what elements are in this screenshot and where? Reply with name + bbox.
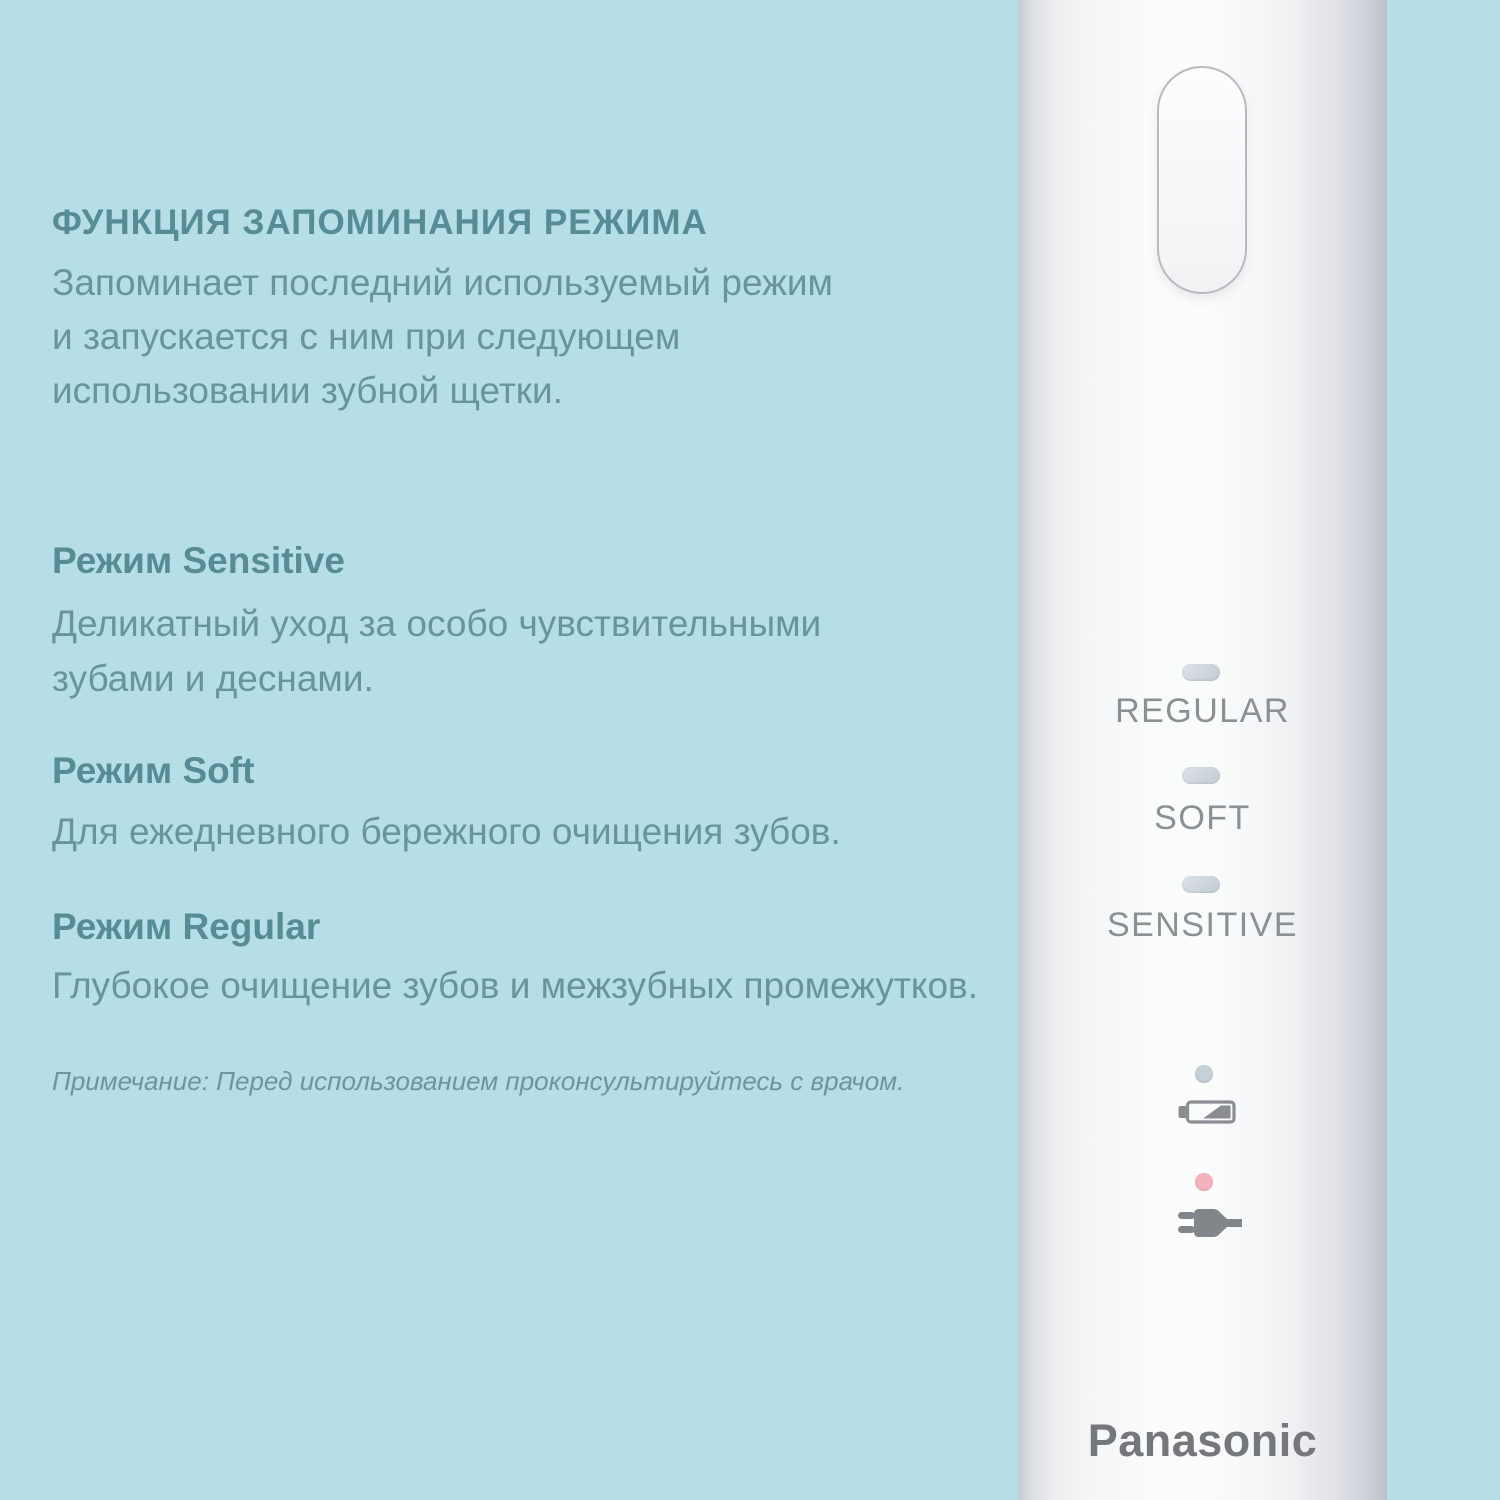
section-body-sensitive	[52, 596, 821, 706]
battery-icon	[1178, 1100, 1236, 1124]
mode-label-sensitive: SENSITIVE	[1106, 906, 1299, 944]
regular-mode-led-icon	[1182, 664, 1220, 681]
panasonic-logo: Panasonic	[1087, 1415, 1318, 1466]
section-line: Для ежедневного бережного очищения зубов.	[52, 811, 841, 852]
section-line: зубами и деснами.	[52, 658, 374, 699]
soft-mode-led-icon	[1182, 767, 1220, 784]
section-heading-soft: Режим Soft	[52, 750, 255, 791]
disclaimer-note: Примечание: Перед использованием проконсультируйтесь с врачом.	[52, 1066, 905, 1096]
intro-line: использовании зубной щетки.	[52, 370, 563, 411]
intro-paragraph	[52, 256, 833, 418]
section-heading-regular: Режим Regular	[52, 906, 321, 947]
mode-label-soft: SOFT	[1154, 799, 1251, 837]
page-title: ФУНКЦИЯ ЗАПОМИНАНИЯ РЕЖИМА	[52, 203, 708, 242]
section-body-regular	[52, 958, 978, 1013]
power-button	[1157, 66, 1247, 294]
section-heading-sensitive: Режим Sensitive	[52, 540, 345, 581]
intro-line: Запоминает последний используемый режим	[52, 262, 833, 303]
sensitive-mode-led-icon	[1182, 876, 1220, 893]
battery-status-led-icon	[1195, 1065, 1213, 1083]
section-line: Деликатный уход за особо чувствительными	[52, 603, 822, 644]
charge-status-led-icon	[1195, 1173, 1213, 1191]
intro-line: и запускается с ним при следующем	[52, 316, 681, 357]
toothbrush-handle	[1018, 0, 1387, 1500]
section-line: Глубокое очищение зубов и межзубных промежутков.	[52, 965, 978, 1006]
mode-label-regular: REGULAR	[1115, 692, 1290, 730]
section-body-soft	[52, 804, 841, 859]
plug-icon	[1178, 1209, 1242, 1237]
